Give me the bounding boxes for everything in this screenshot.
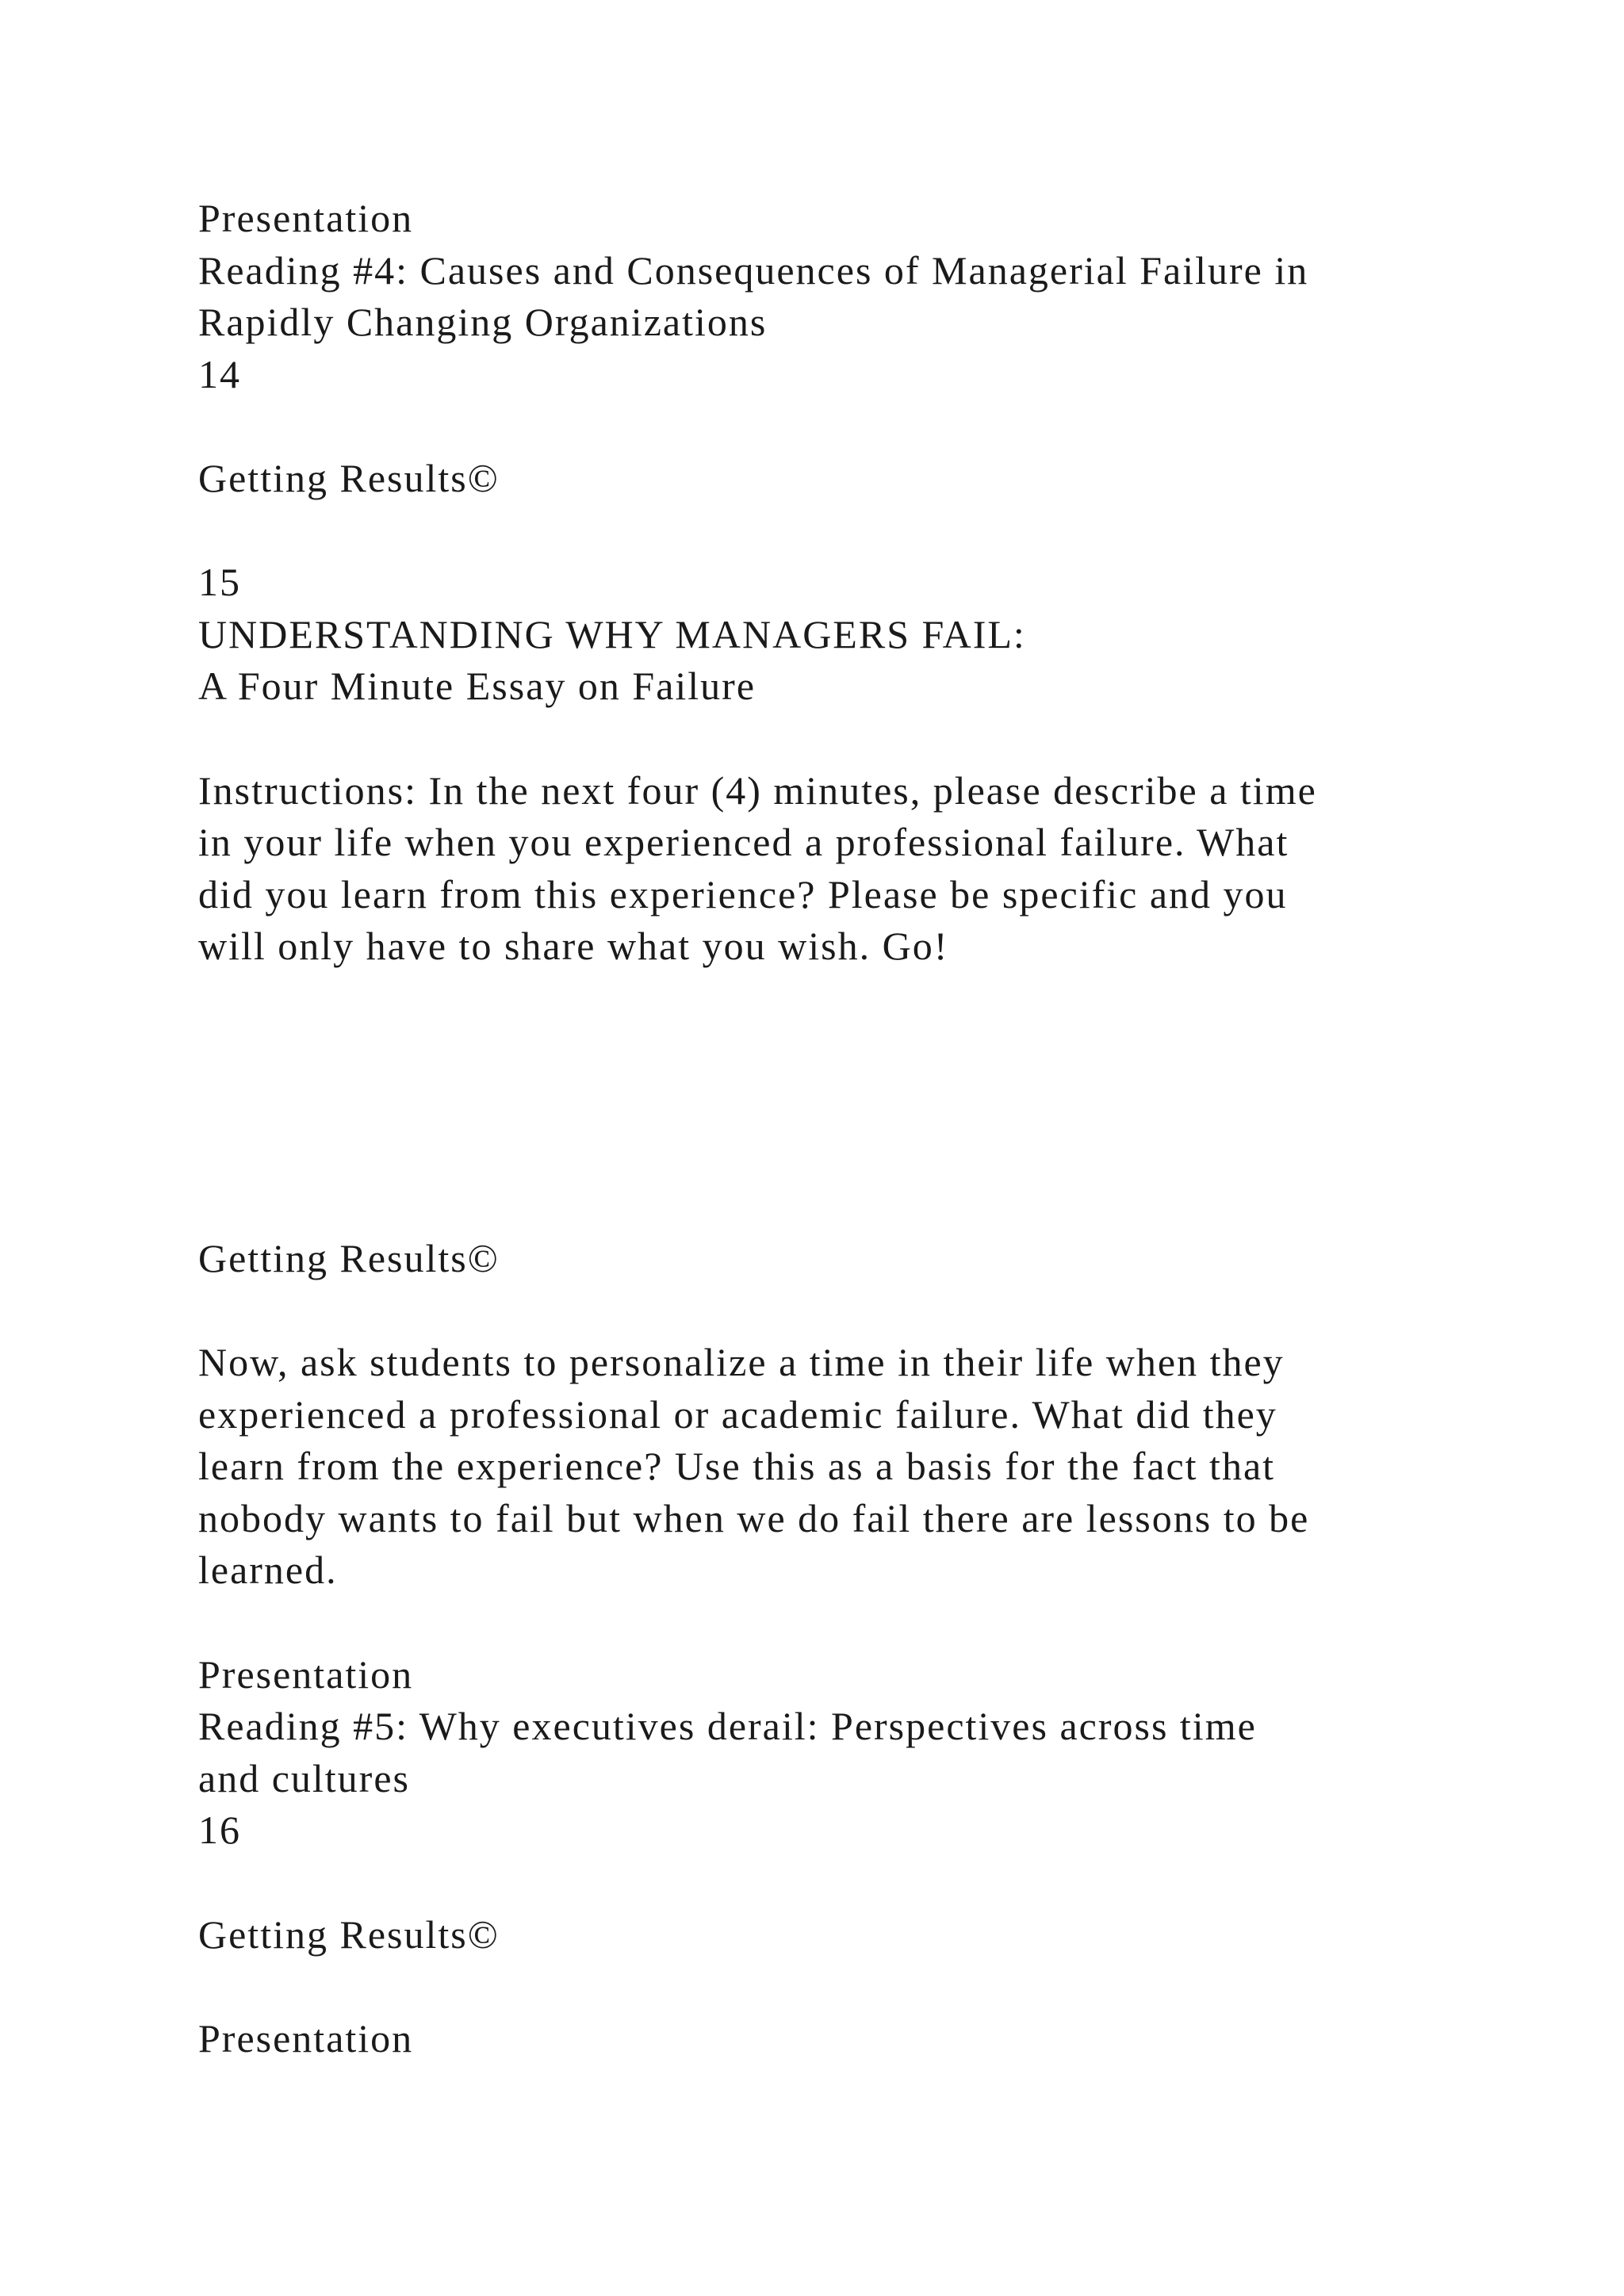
slide-number: 16	[198, 1808, 241, 1853]
slide-number: 14	[198, 351, 241, 396]
blank-space	[198, 973, 1435, 1233]
blank-line	[198, 1285, 1435, 1337]
instructions-line: will only have to share what you wish. Go!	[198, 924, 949, 969]
blank-line	[198, 1857, 1435, 1909]
reading-title-line: Rapidly Changing Organizations	[198, 300, 768, 345]
reading-title-line: Reading #5: Why executives derail: Perspectives across time	[198, 1704, 1257, 1749]
footer-text: Getting Results©	[198, 1911, 500, 1957]
heading-line: UNDERSTANDING WHY MANAGERS FAIL:	[198, 611, 1026, 656]
blank-line	[198, 1961, 1435, 2013]
section-label: Presentation	[198, 2015, 414, 2061]
section-label: Presentation	[198, 196, 414, 240]
notes-line: learned.	[198, 1548, 338, 1593]
reading-title-line: Reading #4: Causes and Consequences of Managerial Failure in	[198, 247, 1309, 293]
footer-text: Getting Results©	[198, 455, 500, 500]
blank-line	[198, 400, 1435, 453]
blank-line	[198, 505, 1435, 557]
reading-title-line: and cultures	[198, 1755, 410, 1800]
section-label: Presentation	[198, 1651, 414, 1697]
footer-text: Getting Results©	[198, 1235, 500, 1280]
notes-line: experienced a professional or academic failure. What did they	[198, 1391, 1277, 1437]
slide-number: 15	[198, 560, 241, 605]
instructions-line: did you learn from this experience? Please be specific and you	[198, 871, 1288, 916]
notes-line: learn from the experience? Use this as a basis for the fact that	[198, 1444, 1276, 1489]
blank-line	[198, 713, 1435, 765]
blank-line	[198, 1597, 1435, 1649]
document-body	[198, 193, 1435, 2064]
instructions-line: Instructions: In the next four (4) minutes, please describe a time	[198, 767, 1317, 813]
instructions-line: in your life when you experienced a professional failure. What	[198, 820, 1289, 865]
notes-line: nobody wants to fail but when we do fail there are lessons to be	[198, 1495, 1310, 1540]
heading-subtitle: A Four Minute Essay on Failure	[198, 664, 756, 709]
notes-line: Now, ask students to personalize a time in their life when they	[198, 1340, 1285, 1385]
